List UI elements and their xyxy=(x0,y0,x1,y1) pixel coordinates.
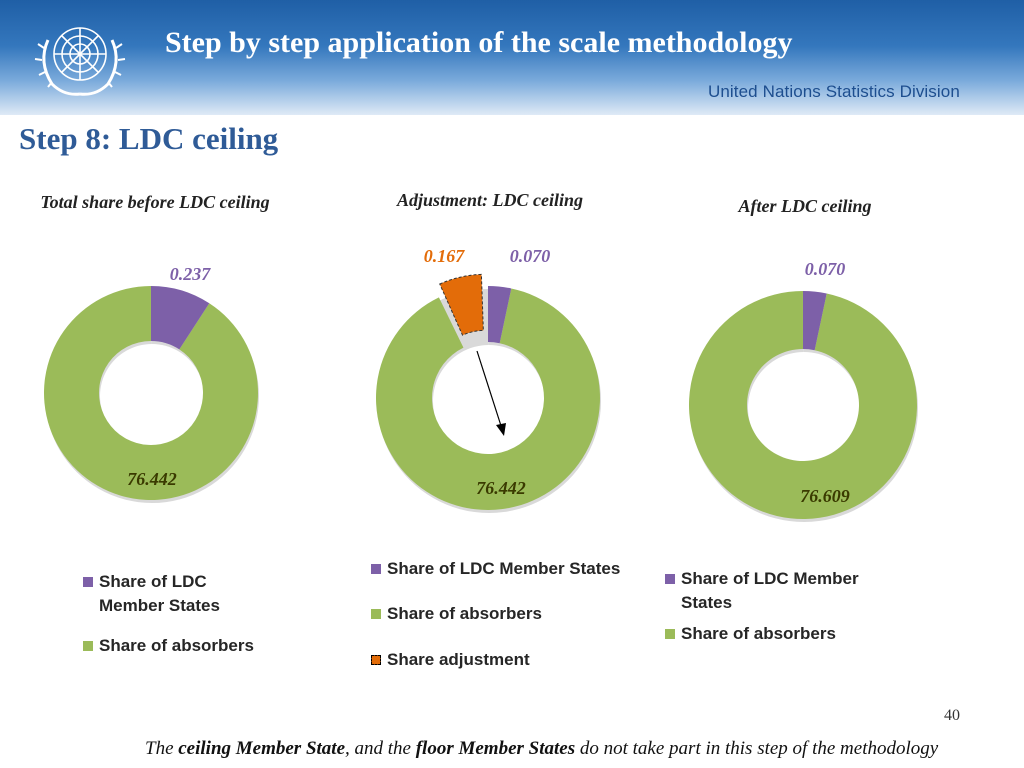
legend-item-ldc xyxy=(371,557,620,581)
chart1-donut xyxy=(44,264,259,503)
chart1-title: Total share before LDC ceiling xyxy=(40,192,270,212)
legend-label: Share of LDC xyxy=(99,572,207,591)
legend-swatch-ldc xyxy=(83,577,93,587)
data-label: 76.442 xyxy=(127,469,177,489)
data-label: 0.237 xyxy=(169,264,211,284)
footnote xyxy=(145,738,938,760)
legend-item-absorbers xyxy=(371,602,542,626)
footnote-text: do not take part in this step of the methodology xyxy=(575,738,939,759)
page-number: 40 xyxy=(944,707,960,724)
footnote-text: , and the xyxy=(345,738,416,759)
legend-swatch-adjustment xyxy=(371,655,381,665)
chart2-title: Adjustment: LDC ceiling xyxy=(396,190,583,210)
footnote-text: The xyxy=(145,738,179,759)
footnote-bold: ceiling Member State xyxy=(178,738,346,759)
legend-label: Share of LDC Member States xyxy=(387,559,621,578)
legend-item-adjustment xyxy=(371,648,530,672)
legend-item-absorbers xyxy=(83,634,254,658)
data-label: 76.609 xyxy=(800,486,850,506)
legend-label: Share of absorbers xyxy=(681,624,836,643)
legend-label: Share of absorbers xyxy=(99,636,254,655)
arrow-head-icon xyxy=(496,423,506,436)
chart2-donut xyxy=(376,246,601,513)
step-title: Step 8: LDC ceiling xyxy=(19,121,279,156)
footnote-bold: floor Member States xyxy=(415,738,576,759)
legend-item-ldc-cont: Member States xyxy=(99,596,220,615)
deck-title: Step by step application of the scale methodology xyxy=(165,26,793,59)
legend-item-ldc xyxy=(83,570,207,594)
data-label: 0.167 xyxy=(423,246,465,266)
chart3-title: After LDC ceiling xyxy=(738,196,872,216)
legend-label: Share of LDC Member xyxy=(681,569,859,588)
legend-swatch-absorbers xyxy=(665,629,675,639)
legend-swatch-absorbers xyxy=(83,641,93,651)
legend-swatch-absorbers xyxy=(371,609,381,619)
chart3-donut xyxy=(689,259,918,522)
legend-item-absorbers xyxy=(665,622,836,646)
data-label: 0.070 xyxy=(509,246,551,266)
organization-name: United Nations Statistics Division xyxy=(708,82,960,101)
legend-item-ldc-cont: States xyxy=(681,593,733,612)
legend-swatch-ldc xyxy=(371,564,381,574)
data-label: 76.442 xyxy=(476,478,526,498)
legend-swatch-ldc xyxy=(665,574,675,584)
legend-label: Share of absorbers xyxy=(387,604,542,623)
legend-item-ldc xyxy=(665,567,859,591)
redistribution-arrow xyxy=(477,351,503,432)
legend-label: Share adjustment xyxy=(387,650,530,669)
data-label: 0.070 xyxy=(804,259,846,279)
